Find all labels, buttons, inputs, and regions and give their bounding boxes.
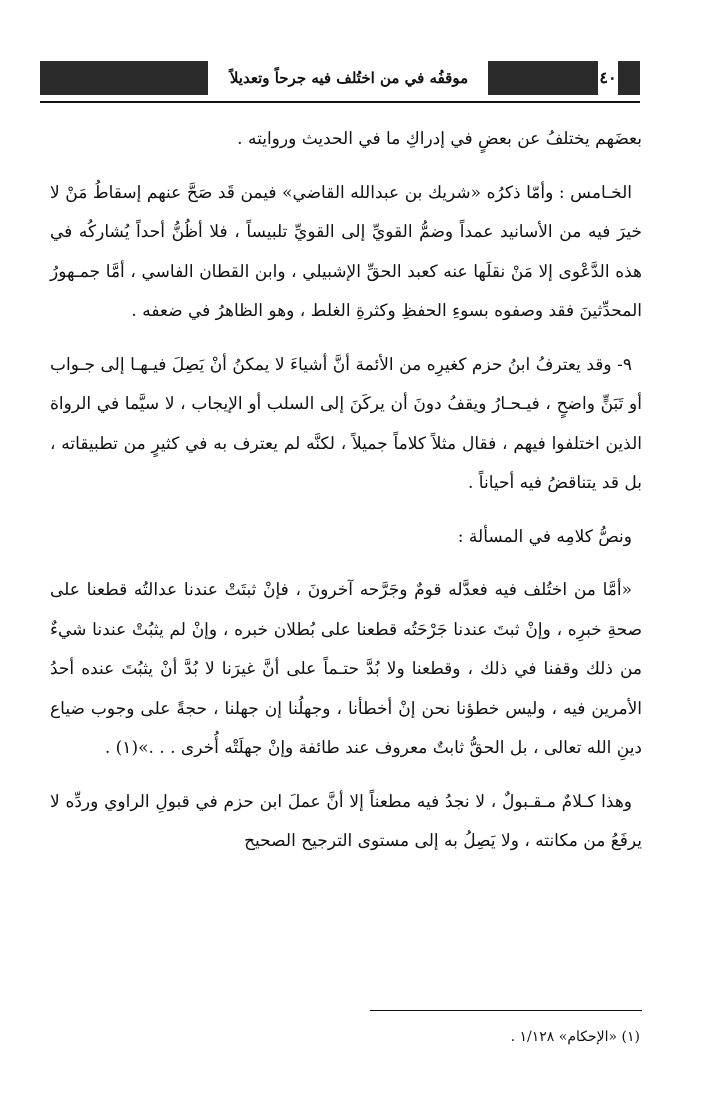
running-title: موقفُه في من اختُلف فيه جرحاً وتعديلاً bbox=[229, 69, 469, 87]
page-number: ٤٠ bbox=[599, 68, 617, 87]
main-text bbox=[50, 120, 642, 876]
paragraph: وهذا كـلامٌ مـقـبولٌ ، لا نجدُ فيه مطعناً إلا أنَّ عملَ ابن حزم في قبولِ الراوي وردِّه لا يرفَعُ من مكانته ، ولا يَصِلُ به إلى مستوى الترجيح الصحيح bbox=[50, 791, 642, 851]
header-bar-middle bbox=[488, 61, 598, 95]
quotation-paragraph: «أمَّا من اختُلف فيه فعدَّله قومٌ وجَرَّحه آخرونَ ، فإنْ ثبتَتْ عندنا عدالتُه قطعنا على صحةِ خبرِه ، وإنْ ثبتَ عندنا جَرْحَتُه قطعنا على بُطلان خبره ، وإنْ لم يثبُتْ عندنا شيءٌ من ذلك وقفنا في ذلك ، وقطعنا ولا بُدَّ حتـماً على أنَّ غيرَنا لا بُدَّ أنْ يثبُتَ عنده أحدُ الأمرين فيه ، وليس خطؤنا نحن إنْ أخطأنا ، وجهلُنا إن جهلنا ، حجةً على وجوب ضياع دينِ الله تعالى ، بل الحقُّ ثابتٌ معروف عند طائفة وإنْ جهلَتْه أُخرى . . .»(١) . bbox=[50, 580, 642, 758]
paragraph: بعضَهم يختلفُ عن بعضٍ في إدراكِ ما في الحديث وروايته . bbox=[237, 129, 642, 149]
paragraph: ونصُّ كلامِه في المسألة : bbox=[457, 526, 632, 547]
paragraph: ٩- وقد يعترفُ ابنُ حزم كغيرِه من الأئمة أنَّ أشياءَ لا يمكنُ أنْ يَصِلَ فيـهـا إلى جـواب أو تَبَنٍّ واضحٍ ، فيـحـارُ ويقفُ دونَ أن يركَنَ إلى السلب أو الإيجاب ، لا سيَّما في الرواة الذين اختلفوا فيهم ، فقال مثلاً كلاماً جميلاً ، لكنَّه لم يعترف به في كثيرٍ من تطبيقاته ، بل قد يتناقضُ فيه أحياناً . bbox=[50, 354, 642, 493]
paragraph: الخـامس : وأمّا ذكرُه «شريك بن عبدالله القاضي» فيمن قَد صَحَّ عنهم إسقاطُ مَنْ لا خيرَ فيه من الأسانيد عمداً وضمُّ القويِّ إلى القويِّ تلبيساً ، فلا أظُنُّ أحداً يُشاركُه في هذه الدَّعْوى إلا مَنْ نقلَها عنه كعبد الحقِّ الإشبيلي ، وابن القطان الفاسي ، أمَّا جمـهورُ المحدِّثينَ فقد وصفوه بسوءِ الحفظِ وكثرةِ الغلط ، وهو الظاهرُ في ضعفه . bbox=[50, 182, 642, 321]
footnote: (١) «الإحكام» ١/١٢٨ . bbox=[510, 1029, 640, 1045]
page-header bbox=[40, 55, 640, 103]
header-bar-right bbox=[618, 61, 640, 95]
header-bar-left bbox=[40, 61, 208, 95]
footnote-divider bbox=[370, 1010, 642, 1011]
